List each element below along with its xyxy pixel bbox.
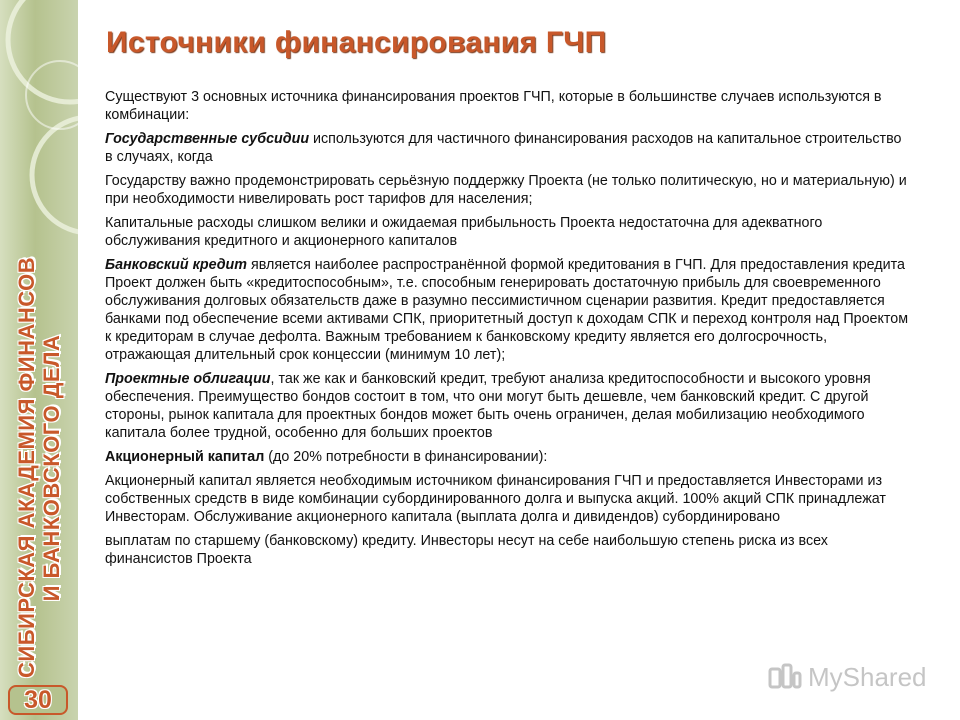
bonds-text: , так же как и банковский кредит, требуют анализа кредитоспособности и высокого уровня обеспечения. Преимущество бондов состоит в том, что они могут быть дешевле, чем банковский кредит. С другой стороны, рынок капитала для проектных бондов может быть очень ограничен, делая мобилизацию необходимого капитала более трудной, особенно для больших проектов (105, 371, 871, 441)
paragraph-bonds (105, 370, 910, 442)
paragraph-equity (105, 448, 910, 466)
equity-text: (до 20% потребности в финансировании): (264, 449, 548, 465)
subsidies-text: используются для частичного финансирования расходов на капитальное строительство в случаях, когда (105, 131, 902, 165)
watermark-logo-icon (768, 663, 802, 693)
academy-name (14, 258, 64, 678)
academy-name-line1: СИБИРСКАЯ АКАДЕМИЯ ФИНАНСОВ (14, 256, 39, 678)
paragraph-support: Государству важно продемонстрировать серьёзную поддержку Проекта (не только политическую, но и материальную) и при необходимости нивелировать рост тарифов для населения; (105, 173, 907, 207)
page-title: Источники финансирования ГЧП (106, 26, 607, 59)
paragraph-bank-credit (105, 256, 910, 364)
sidebar (0, 0, 78, 720)
page-number: 30 (8, 685, 68, 715)
paragraph-senior-debt: выплатам по старшему (банковскому) кредиту. Инвесторы несут на себе наибольшую степень риска из всех финансистов Проекта (105, 533, 828, 567)
term-equity: Акционерный капитал (105, 449, 265, 465)
term-bonds: Проектные облигации (105, 371, 271, 387)
slide-content (105, 88, 910, 574)
term-bank-credit: Банковский кредит (105, 257, 247, 273)
term-subsidies: Государственные субсидии (105, 131, 310, 147)
deco-circle-2 (32, 117, 78, 233)
paragraph-intro: Существуют 3 основных источника финансирования проектов ГЧП, которые в большинстве случаев используются в комбинации: (105, 89, 882, 123)
paragraph-capex: Капитальные расходы слишком велики и ожидаемая прибыльность Проекта недостаточна для адекватного обслуживания кредитного и акционерного капиталов (105, 215, 823, 249)
bank-credit-text: является наиболее распространённой формой кредитования в ГЧП. Для предоставления кредита Проект должен быть «кредитоспособным», т.е. способным генерировать достаточную прибыль для своевременного обслуживания долговых обязательств даже в разумно пессимистичном сценарии развития. Кредит предоставляется банками под обеспечение всеми активами СПК, приоритетный доступ к доходам СПК и переход контроля над Проектом к кредиторам в случае дефолта. Важным требованием к банковскому кредиту является его долгосрочность, отражающая длительный срок концессии (минимум 10 лет); (105, 257, 909, 363)
watermark (768, 662, 927, 693)
paragraph-subsidies (105, 130, 910, 166)
watermark-text: MyShared (808, 662, 927, 692)
academy-name-line2: И БАНКОВСКОГО ДЕЛА (39, 334, 64, 602)
paragraph-equity-detail: Акционерный капитал является необходимым источником финансирования ГЧП и предоставляется Инвесторами из собственных средств в виде комбинации субординированного долга и выпуска акций. 100% акций СПК принадлежат Инвесторам. Обслуживание акционерного капитала (выплата долга и дивидендов) субординировано (105, 473, 886, 525)
deco-circle-1 (8, 0, 78, 102)
